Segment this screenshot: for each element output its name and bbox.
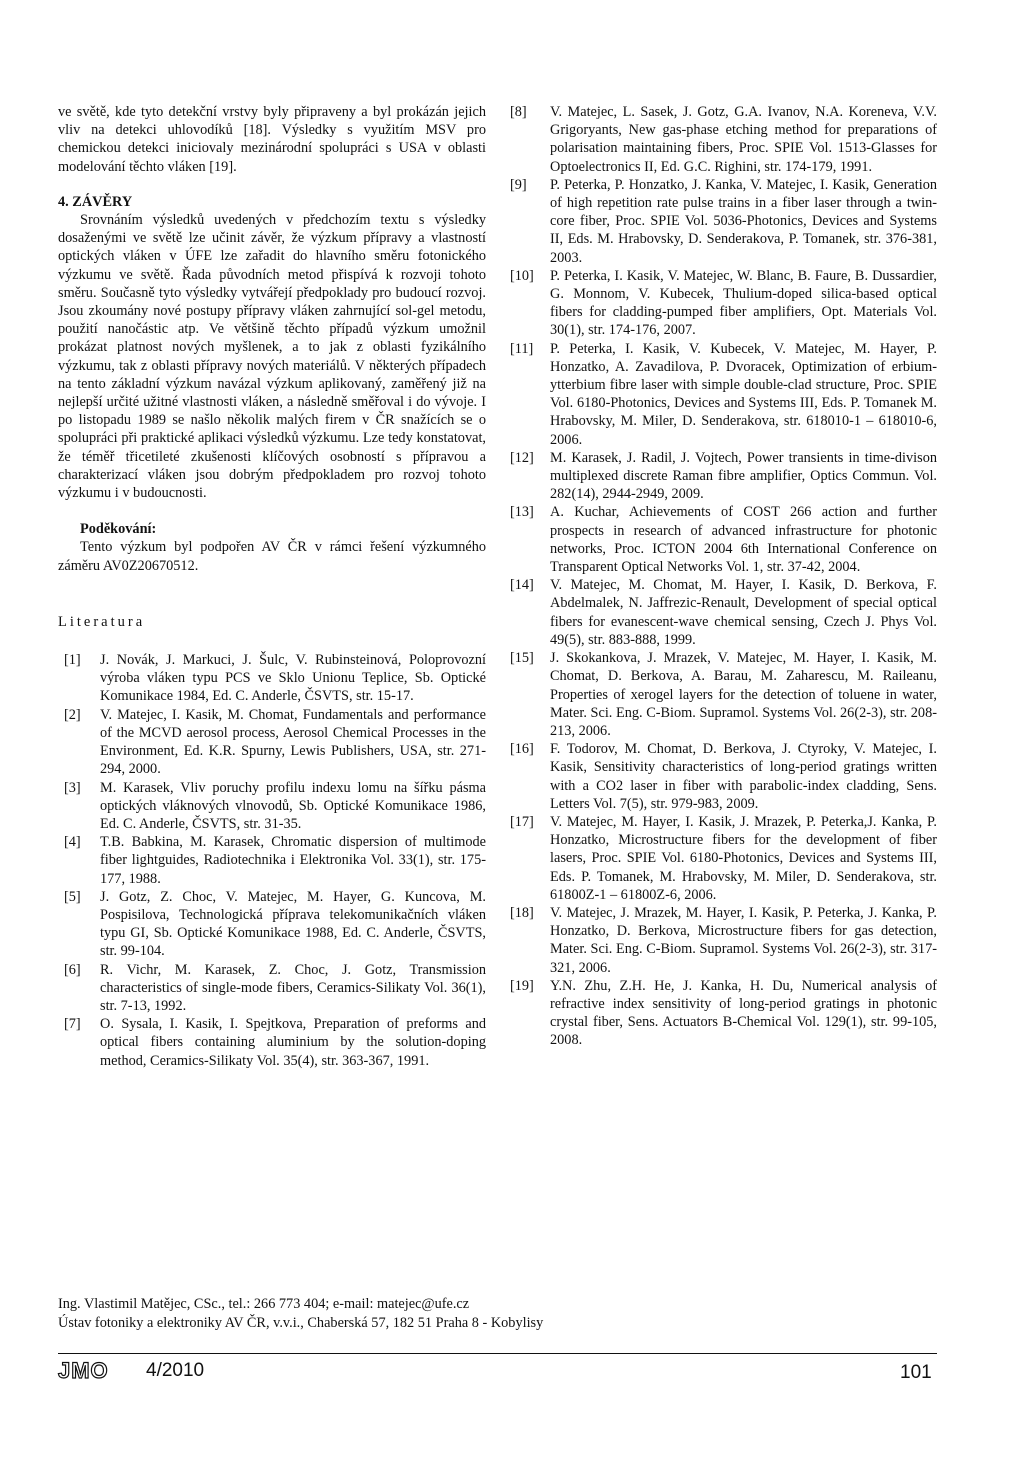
reference-number: [16] (510, 741, 534, 758)
literature-title: Literatura (58, 613, 146, 630)
reference-number: [1] (64, 652, 81, 669)
reference-item (58, 833, 486, 888)
reference-number: [6] (64, 961, 81, 978)
reference-item (510, 103, 937, 176)
footer-divider (58, 1353, 937, 1354)
reference-number: [5] (64, 888, 81, 905)
reference-number: [18] (510, 904, 534, 921)
reference-text: V. Matejec, M. Chomat, M. Hayer, I. Kasik, D. Berkova, F. Abdelmalek, N. Jaffrezic-Renault, Development of special optical fibers for evanescent-wave chemical sensing, Czech J. Phys Vol. 49(5), str. 883-888, 1999. (550, 577, 937, 648)
issue-number: 4/2010 (146, 1360, 205, 1381)
reference-number: [12] (510, 449, 534, 466)
reference-item (510, 503, 937, 576)
reference-item (58, 1015, 486, 1070)
acknowledgement-text: Tento výzkum byl podpořen AV ČR v rámci řešení výzkumného záměru AV0Z20670512. (58, 539, 486, 574)
reference-item (58, 651, 486, 706)
journal-logo: JMO (58, 1358, 109, 1383)
reference-text: T.B. Babkina, M. Karasek, Chromatic dispersion of multimode fiber lightguides, Radiotechnika i Elektronika Vol. 33(1), str. 175-177, 1988. (100, 834, 486, 887)
reference-text: V. Matejec, M. Hayer, I. Kasik, J. Mrazek, P. Peterka,J. Kanka, P. Honzatko, Microstructure fibers for the development of fiber lasers, Proc. SPIE Vol. 6180-Photonics, Devices and Systems III, Eds. P. Tomanek, M. Hrabovsky, M. Miler, D. Senderakova, str. 61800Z-1 – 61800Z-6, 2006. (550, 813, 937, 903)
reference-text: R. Vichr, M. Karasek, Z. Choc, J. Gotz, Transmission characteristics of single-mode fibers, Ceramics-Silikaty Vol. 36(1), str. 7-13, 1992. (100, 961, 486, 1014)
reference-text: J. Gotz, Z. Choc, V. Matejec, M. Hayer, G. Kuncova, M. Pospisilova, Technologická příprava telekomunikačních vláken typu GI, Sb. Optické Komunikace 1988, Ed. C. Anderle, ČSVTS, str. 99-104. (100, 888, 486, 960)
author-contact (58, 1295, 938, 1332)
institution-line: Ústav fotoniky a elektroniky AV ČR, v.v.i., Chaberská 57, 182 51 Praha 8 - Kobylisy (58, 1314, 544, 1331)
reference-item (58, 961, 486, 1016)
reference-item (510, 176, 937, 267)
reference-text: P. Peterka, I. Kasik, V. Kubecek, V. Matejec, M. Hayer, P. Honzatko, A. Zavadilova, P. Dvoracek, Optimization of erbium-ytterbium fibre laser with simple double-clad structure, Proc. SPIE Vol. 6180-Photonics, Devices and Systems III, Eds. P. Tomanek M. Hrabovsky, M. Miler, D. Senderakova, str. 618010-1 – 618010-6, 2006. (550, 340, 937, 448)
reference-number: [11] (510, 340, 534, 357)
reference-text: M. Karasek, Vliv poruchy profilu indexu lomu na šířku pásma optických vláknových vlnovodů, Sb. Optické Komunikace 1986, Ed. C. Anderle, ČSVTS, str. 31-35. (100, 779, 486, 832)
reference-number: [14] (510, 577, 534, 594)
reference-item (58, 779, 486, 834)
reference-number: [3] (64, 779, 81, 796)
reference-item (510, 904, 937, 977)
reference-item (58, 706, 486, 779)
reference-text: Y.N. Zhu, Z.H. He, J. Kanka, H. Du, Numerical analysis of refractive index sensitivity of long-period gratings in photonic crystal fiber, Sens. Actuators B-Chemical Vol. 129(1), str. 99-105, 2008. (550, 977, 937, 1049)
reference-item (510, 813, 937, 904)
page-number: 101 (900, 1362, 932, 1383)
reference-number: [10] (510, 267, 534, 284)
reference-number: [4] (64, 834, 81, 851)
reference-text: J. Novák, J. Markuci, J. Šulc, V. Rubinsteinová, Poloprovozní výroba vláken typu PCS ve Sklo Unionu Teplice, Sb. Optické Komunikace 1984, Ed. C. Anderle, ČSVTS, str. 15-17. (100, 652, 486, 705)
conclusion-paragraph: Srovnáním výsledků uvedených v předchozím textu s výsledky dosaženými ve světě lze učinit závěr, že výzkum přípravy a vlastností optických vláken v ÚFE lze zařadit do hlavního směru fotonického výzkumu ve světě. Řada původních metod přispívá k rozvoji tohoto směru. Současně tyto výsledky vytvářejí předpoklady pro budoucí rozvoj. Jsou zkoumány nové postupy přípravy vláken zahrnující sol-gel metodu, použití nanočástic atp. Ve většině těchto případů výzkum umožnil prokázat platnost nových myšlenek, a to jak z oblasti fyzikálního výzkumu, tak z oblasti přípravy nových materiálů. V některých případech na tento základní výzkum navázal výzkum aplikovaný, zaměřený již na nejlepší určité užitné vlastnosti vláken, a následně směřoval i do vývoje. I po listopadu 1989 se našlo několik malých firem v ČR snažících se o spolupráci při praktické aplikaci výsledků výzkumu. Lze tedy konstatovat, že téměř třicetileté zkušenosti klíčových osobností s přípravou a charakterizací vláken jsou dobrým předpokladem pro rozvoj tohoto výzkumu i v budoucnosti. (58, 212, 486, 502)
author-line: Ing. Vlastimil Matějec, CSc., tel.: 266 773 404; e-mail: matejec@ufe.cz (58, 1296, 470, 1312)
reference-item (58, 888, 486, 961)
reference-text: M. Karasek, J. Radil, J. Vojtech, Power transients in time-divison multiplexed discrete Raman fibre amplifier, Optics Commun. Vol. 282(14), 2944-2949, 2009. (550, 449, 937, 503)
reference-text: F. Todorov, M. Chomat, D. Berkova, J. Ctyroky, V. Matejec, I. Kasik, Sensitivity characteristics of long-period gratings written with a CO2 laser in fiber with parabolic-index cladding, Sens. Letters Vol. 7(5), str. 979-983, 2009. (550, 741, 937, 812)
intro-paragraph: ve světě, kde tyto detekční vrstvy byly připraveny a byl prokázán jejich vliv na detekci uhlovodíků [18]. Výsledky s využitím MSV pro chemickou detekci iniciovaly mezinárodní spolupráci s USA v oblasti modelování těchto vláken [19]. (58, 104, 486, 175)
reference-item (510, 449, 937, 504)
reference-number: [9] (510, 176, 527, 193)
reference-list-right (510, 103, 937, 1050)
section-heading: 4. ZÁVĚRY (58, 193, 133, 210)
reference-text: P. Peterka, I. Kasik, V. Matejec, W. Blanc, B. Faure, B. Dussardier, G. Monnom, V. Kubecek, Thulium-doped silica-based optical fibers for cladding-pumped fiber amplifiers, Opt. Materials Vol. 30(1), str. 174-176, 2007. (550, 267, 937, 339)
reference-item (510, 977, 937, 1050)
reference-number: [2] (64, 706, 81, 723)
left-column (58, 103, 486, 1070)
reference-text: V. Matejec, L. Sasek, J. Gotz, G.A. Ivanov, N.A. Koreneva, V.V. Grigoryants, New gas-phase etching method for preparations of polarisation maintaining fibers, Proc. SPIE Vol. 1513-Glasses for Optoelectronics II, Ed. G.C. Righini, str. 174-179, 1991. (550, 104, 937, 175)
reference-item (510, 576, 937, 649)
reference-number: [15] (510, 650, 534, 667)
reference-item (510, 340, 937, 449)
reference-item (510, 740, 937, 813)
reference-number: [8] (510, 104, 527, 120)
reference-number: [17] (510, 813, 534, 830)
reference-number: [19] (510, 977, 534, 994)
reference-text: J. Skokankova, J. Mrazek, V. Matejec, M. Hayer, I. Kasik, M. Chomat, D. Berkova, A. Barau, M. Zaharescu, M. Raileanu, Properties of xerogel layers for the detection of toluene in water, Mater. Sci. Eng. C-Biom. Supramol. Systems Vol. 26(2-3), str. 208-213, 2006. (550, 650, 937, 739)
reference-text: V. Matejec, I. Kasik, M. Chomat, Fundamentals and performance of the MCVD aerosol process, Aerosol Chemical Processes in the Environment, Ed. K.R. Spurny, Lewis Publishers, USA, str. 271-294, 2000. (100, 706, 486, 778)
reference-item (510, 649, 937, 740)
acknowledgement-title: Poděkování: (80, 521, 157, 538)
reference-number: [13] (510, 504, 534, 521)
reference-item (510, 267, 937, 340)
reference-list-left (58, 651, 486, 1070)
reference-text: A. Kuchar, Achievements of COST 266 action and further prospects in research of advanced infrastructure for photonic networks, Proc. ICTON 2004 6th International Conference on Transparent Optical Networks Vol. 1, str. 37-42, 2004. (550, 504, 937, 576)
right-column (510, 103, 937, 1050)
reference-text: P. Peterka, P. Honzatko, J. Kanka, V. Matejec, I. Kasik, Generation of high repetition rate pulse trains in a fiber laser through a twin-core fiber, Proc. SPIE Vol. 5036-Photonics, Devices and Systems II, Eds. M. Hrabovsky, D. Senderakova, P. Tomanek, str. 376-381, 2003. (550, 176, 937, 266)
reference-text: V. Matejec, J. Mrazek, M. Hayer, I. Kasik, P. Peterka, J. Kanka, P. Honzatko, D. Berkova, Microstructure fibers for gas detection, Mater. Sci. Eng. C-Biom. Supramol. Systems Vol. 26(2-3), str. 317-321, 2006. (550, 904, 937, 976)
reference-text: O. Sysala, I. Kasik, I. Spejtkova, Preparation of preforms and optical fibers containing aluminium by the solution-doping method, Ceramics-Silikaty Vol. 35(4), str. 363-367, 1991. (100, 1016, 486, 1069)
reference-number: [7] (64, 1016, 81, 1033)
